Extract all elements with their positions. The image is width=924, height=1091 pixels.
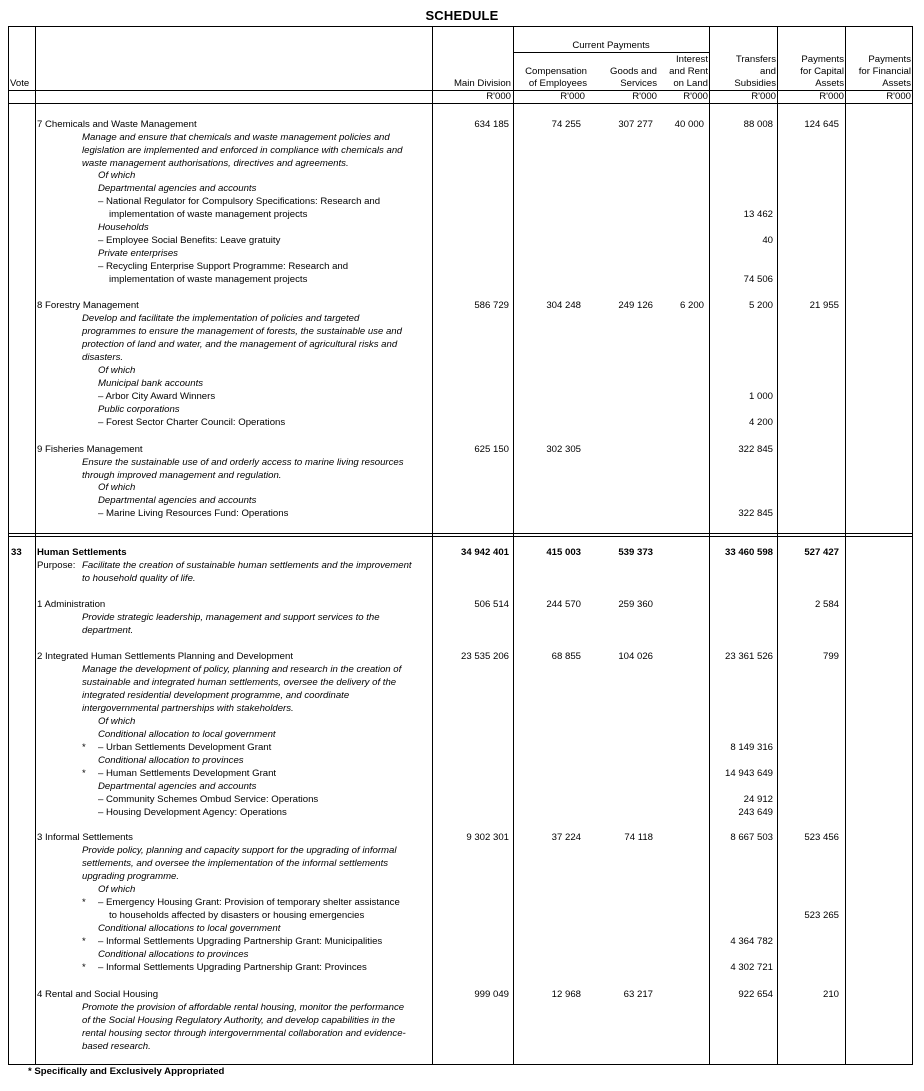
amount-main: 34 942 401 xyxy=(460,547,509,558)
vote-number: 33 xyxy=(11,547,22,558)
header-compensation-line2: of Employees xyxy=(528,78,587,89)
programme-title: 7 Chemicals and Waste Management xyxy=(37,119,197,130)
amount-capital: 210 xyxy=(822,989,839,1000)
line-item: – Community Schemes Ombud Service: Operations xyxy=(98,794,319,805)
header-interest-line1: Interest xyxy=(676,54,708,65)
amount-transfers: 40 xyxy=(762,235,773,246)
header-financial-line2: for Financial xyxy=(858,66,911,77)
amount-main: 999 049 xyxy=(474,989,509,1000)
amount-interest: 40 000 xyxy=(674,119,704,130)
amount-transfers: 8 667 503 xyxy=(730,832,773,843)
programme-description: upgrading programme. xyxy=(82,871,180,882)
line-item: – Informal Settlements Upgrading Partnership Grant: Provinces xyxy=(98,962,367,973)
appropriation-marker: * xyxy=(82,742,86,753)
amount-transfers: 322 845 xyxy=(738,444,773,455)
header-capital-line1: Payments xyxy=(801,54,844,65)
unit-transfers: R'000 xyxy=(751,91,776,102)
programme-title: 9 Fisheries Management xyxy=(37,444,143,455)
category-label: Conditional allocations to provinces xyxy=(98,949,249,960)
amount-transfers: 13 462 xyxy=(743,209,773,220)
category-label: Conditional allocation to provinces xyxy=(98,755,244,766)
programme-description: Develop and facilitate the implementation of policies and targeted xyxy=(82,313,360,324)
header-compensation-line1: Compensation xyxy=(525,66,587,77)
programme-description: intergovernmental partnerships with stakeholders. xyxy=(82,703,294,714)
line-item: – Employee Social Benefits: Leave gratuity xyxy=(98,235,281,246)
amount-main: 586 729 xyxy=(474,300,509,311)
programme-description: sustainable and integrated human settlements, oversee the delivery of the xyxy=(82,677,397,688)
header-vote: Vote xyxy=(10,78,30,89)
of-which-label: Of which xyxy=(98,482,136,493)
appropriation-marker: * xyxy=(82,768,86,779)
amount-goods: 307 277 xyxy=(618,119,653,130)
programme-description: of the Social Housing Regulatory Authority, and develop capabilities in the xyxy=(82,1015,396,1026)
amount-comp: 74 255 xyxy=(551,119,581,130)
amount-goods: 249 126 xyxy=(618,300,653,311)
amount-capital: 2 584 xyxy=(814,599,839,610)
unit-main: R'000 xyxy=(486,91,511,102)
unit-financial: R'000 xyxy=(886,91,911,102)
line-item: – Urban Settlements Development Grant xyxy=(98,742,272,753)
programme-description: Manage and ensure that chemicals and waste management policies and xyxy=(82,132,390,143)
line-item-continuation: to households affected by disasters or housing emergencies xyxy=(109,910,365,921)
amount-capital: 21 955 xyxy=(809,300,839,311)
amount-goods: 63 217 xyxy=(623,989,653,1000)
header-transfers-line1: Transfers xyxy=(735,54,776,65)
of-which-label: Of which xyxy=(98,716,136,727)
line-item-continuation: implementation of waste management projects xyxy=(109,209,308,220)
line-item: – Housing Development Agency: Operations xyxy=(98,807,287,818)
amount-goods: 259 360 xyxy=(618,599,653,610)
appropriation-marker: * xyxy=(82,897,86,908)
amount-transfers: 4 200 xyxy=(748,417,773,428)
programme-description: disasters. xyxy=(82,352,124,363)
of-which-label: Of which xyxy=(98,365,136,376)
appropriation-marker: * xyxy=(82,962,86,973)
programme-description: Provide policy, planning and capacity support for the upgrading of informal xyxy=(82,845,397,856)
amount-capital: 523 265 xyxy=(804,910,839,921)
programme-description: legislation are implemented and enforced in compliance with chemicals and xyxy=(82,145,403,156)
amount-main: 9 302 301 xyxy=(466,832,509,843)
line-item: – Informal Settlements Upgrading Partnership Grant: Municipalities xyxy=(98,936,383,947)
footnote: * Specifically and Exclusively Appropriated xyxy=(28,1066,225,1077)
amount-transfers: 8 149 316 xyxy=(730,742,773,753)
programme-description: Manage the development of policy, planning and research in the creation of xyxy=(82,664,402,675)
column-divider xyxy=(35,26,36,1065)
amount-capital: 527 427 xyxy=(804,547,839,558)
current-payments-rule xyxy=(513,52,709,53)
unit-capital: R'000 xyxy=(819,91,844,102)
programme-title: 8 Forestry Management xyxy=(37,300,139,311)
purpose-label: Purpose: xyxy=(37,560,76,571)
amount-comp: 415 003 xyxy=(546,547,581,558)
unit-compensation: R'000 xyxy=(560,91,585,102)
programme-description: to household quality of life. xyxy=(82,573,196,584)
line-item: – Emergency Housing Grant: Provision of temporary shelter assistance xyxy=(98,897,400,908)
amount-transfers: 1 000 xyxy=(748,391,773,402)
header-capital-line2: for Capital xyxy=(800,66,844,77)
amount-comp: 37 224 xyxy=(551,832,581,843)
amount-transfers: 33 460 598 xyxy=(724,547,773,558)
programme-title: 1 Administration xyxy=(37,599,106,610)
programme-description: Provide strategic leadership, management and support services to the xyxy=(82,612,380,623)
header-interest-line2: and Rent xyxy=(669,66,708,77)
programme-title: 4 Rental and Social Housing xyxy=(37,989,159,1000)
header-transfers-line3: Subsidies xyxy=(734,78,776,89)
appropriation-marker: * xyxy=(82,936,86,947)
vote-separator-rule xyxy=(8,533,913,534)
header-financial-line1: Payments xyxy=(868,54,911,65)
header-interest-line3: on Land xyxy=(673,78,708,89)
schedule-title: SCHEDULE xyxy=(425,8,499,23)
amount-transfers: 23 361 526 xyxy=(724,651,773,662)
amount-goods: 539 373 xyxy=(618,547,653,558)
amount-transfers: 88 008 xyxy=(743,119,773,130)
amount-main: 634 185 xyxy=(474,119,509,130)
amount-capital: 799 xyxy=(822,651,839,662)
programme-description: department. xyxy=(82,625,134,636)
line-item: – Arbor City Award Winners xyxy=(98,391,216,402)
programme-title: 2 Integrated Human Settlements Planning and Development xyxy=(37,651,293,662)
header-current-payments: Current Payments xyxy=(572,40,650,51)
category-label: Departmental agencies and accounts xyxy=(98,781,257,792)
amount-capital: 124 645 xyxy=(804,119,839,130)
programme-description: based research. xyxy=(82,1041,151,1052)
amount-transfers: 322 845 xyxy=(738,508,773,519)
programme-description: Ensure the sustainable use of and orderly access to marine living resources xyxy=(82,457,404,468)
category-label: Private enterprises xyxy=(98,248,178,259)
amount-transfers: 243 649 xyxy=(738,807,773,818)
vote-separator-rule xyxy=(8,536,913,537)
programme-description: programmes to ensure the management of forests, the sustainable use and xyxy=(82,326,402,337)
amount-interest: 6 200 xyxy=(679,300,704,311)
amount-main: 506 514 xyxy=(474,599,509,610)
amount-transfers: 74 506 xyxy=(743,274,773,285)
of-which-label: Of which xyxy=(98,170,136,181)
amount-transfers: 14 943 649 xyxy=(724,768,773,779)
unit-goods: R'000 xyxy=(632,91,657,102)
line-item: – Recycling Enterprise Support Programme: Research and xyxy=(98,261,349,272)
amount-transfers: 4 364 782 xyxy=(730,936,773,947)
amount-comp: 302 305 xyxy=(546,444,581,455)
amount-main: 625 150 xyxy=(474,444,509,455)
column-divider xyxy=(845,26,846,1065)
header-goods-line1: Goods and xyxy=(610,66,657,77)
amount-capital: 523 456 xyxy=(804,832,839,843)
header-capital-line3: Assets xyxy=(815,78,844,89)
programme-title: 3 Informal Settlements xyxy=(37,832,133,843)
amount-goods: 74 118 xyxy=(624,832,653,843)
line-item-continuation: implementation of waste management projects xyxy=(109,274,308,285)
programme-description: integrated residential development programme, and coordinate xyxy=(82,690,350,701)
programme-description: Facilitate the creation of sustainable human settlements and the improvement xyxy=(82,560,412,571)
amount-main: 23 535 206 xyxy=(460,651,509,662)
category-label: Households xyxy=(98,222,149,233)
programme-description: waste management authorisations, directives and agreements. xyxy=(82,158,349,169)
amount-comp: 244 570 xyxy=(546,599,581,610)
header-transfers-line2: and xyxy=(759,66,776,77)
programme-description: settlements, and oversee the implementation of the informal settlements xyxy=(82,858,389,869)
programme-description: Promote the provision of affordable rental housing, monitor the performance xyxy=(82,1002,405,1013)
category-label: Public corporations xyxy=(98,404,180,415)
header-financial-line3: Assets xyxy=(882,78,911,89)
programme-description: protection of land and water, and the management of agricultural risks and xyxy=(82,339,398,350)
header-goods-line2: Services xyxy=(620,78,657,89)
category-label: Conditional allocation to local government xyxy=(98,729,276,740)
amount-comp: 68 855 xyxy=(551,651,581,662)
line-item: – Forest Sector Charter Council: Operations xyxy=(98,417,286,428)
category-label: Departmental agencies and accounts xyxy=(98,183,257,194)
vote-title: Human Settlements xyxy=(37,547,127,558)
line-item: – Marine Living Resources Fund: Operations xyxy=(98,508,289,519)
amount-comp: 304 248 xyxy=(546,300,581,311)
amount-comp: 12 968 xyxy=(551,989,581,1000)
unit-interest: R'000 xyxy=(683,91,708,102)
amount-transfers: 922 654 xyxy=(738,989,773,1000)
unit-rule xyxy=(8,103,913,104)
programme-description: through improved management and regulation. xyxy=(82,470,282,481)
amount-transfers: 24 912 xyxy=(743,794,773,805)
line-item: – Human Settlements Development Grant xyxy=(98,768,277,779)
amount-transfers: 4 302 721 xyxy=(730,962,773,973)
of-which-label: Of which xyxy=(98,884,136,895)
amount-transfers: 5 200 xyxy=(748,300,773,311)
category-label: Conditional allocations to local government xyxy=(98,923,281,934)
category-label: Municipal bank accounts xyxy=(98,378,204,389)
programme-description: rental housing sector through intergovernmental collaboration and evidence- xyxy=(82,1028,406,1039)
line-item: – National Regulator for Compulsory Specifications: Research and xyxy=(98,196,381,207)
category-label: Departmental agencies and accounts xyxy=(98,495,257,506)
header-main-division: Main Division xyxy=(453,78,511,89)
amount-goods: 104 026 xyxy=(618,651,653,662)
